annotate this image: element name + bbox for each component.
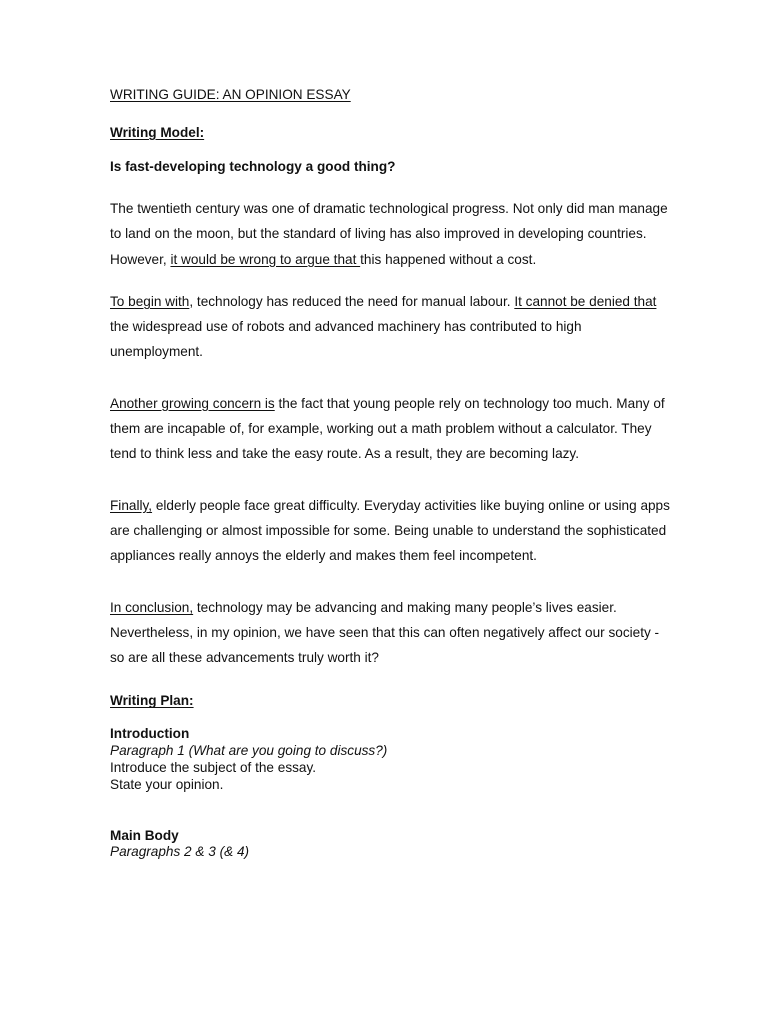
plan-introduction-line: State your opinion. xyxy=(110,776,224,792)
paragraph-3-text: the fact that young people rely on technology too much. Many of them are incapable of, for example, working out a math problem without a calculator. They tend to think less and take the easy route. As a result, they are becoming lazy. xyxy=(110,395,665,462)
essay-paragraph-5 xyxy=(110,595,670,671)
essay-question: Is fast-developing technology a good thing? xyxy=(110,159,396,174)
plan-introduction-line: Introduce the subject of the essay. xyxy=(110,760,317,776)
writing-model-label-text: Writing Model: xyxy=(110,125,205,140)
linking-phrase: To begin with xyxy=(110,293,190,309)
essay-paragraph-3 xyxy=(110,391,670,467)
plan-introduction-subheading: Paragraph 1 (What are you going to discuss?) xyxy=(110,743,388,759)
linking-phrase: Another growing concern is xyxy=(110,395,275,411)
plan-main-body xyxy=(110,828,670,862)
linking-phrase: Finally, xyxy=(110,497,153,513)
paragraph-1-text: The twentieth century was one of dramatic technological progress. Not only did man manage to land on the moon, but the standard of living has also improved in developing countries. However, xyxy=(110,201,668,267)
writing-plan-label xyxy=(110,692,670,710)
linking-phrase: In conclusion, xyxy=(110,599,194,615)
writing-model-label xyxy=(110,124,670,142)
document-content xyxy=(110,86,670,895)
linking-phrase: it would be wrong to argue that xyxy=(170,251,361,267)
essay-paragraph-2 xyxy=(110,289,670,365)
paragraph-2-text: the widespread use of robots and advanced machinery has contributed to high unemployment. xyxy=(110,319,582,360)
plan-introduction-heading: Introduction xyxy=(110,726,190,742)
plan-main-body-heading: Main Body xyxy=(110,827,179,843)
essay-paragraph-1 xyxy=(110,196,670,272)
linking-phrase: It cannot be denied that xyxy=(514,293,657,309)
paragraph-1-text: this happened without a cost. xyxy=(360,251,537,267)
writing-plan-label-text: Writing Plan: xyxy=(110,693,194,709)
plan-introduction xyxy=(110,726,670,793)
paragraph-5-text: technology may be advancing and making many people’s lives easier. Nevertheless, in my opinion, we have seen that this can often negatively affect our society - so are all these advancements truly worth it? xyxy=(110,599,660,666)
paragraph-2-text: , technology has reduced the need for manual labour. xyxy=(189,293,515,309)
plan-main-body-subheading: Paragraphs 2 & 3 (& 4) xyxy=(110,844,250,860)
paragraph-4-text: elderly people face great difficulty. Everyday activities like buying online or using apps are challenging or almost impossible for some. Being unable to understand the sophisticated appliances really annoys the elderly and makes them feel incompetent. xyxy=(110,497,670,564)
document-title: WRITING GUIDE: AN OPINION ESSAY xyxy=(110,87,351,102)
essay-paragraph-4 xyxy=(110,493,670,569)
